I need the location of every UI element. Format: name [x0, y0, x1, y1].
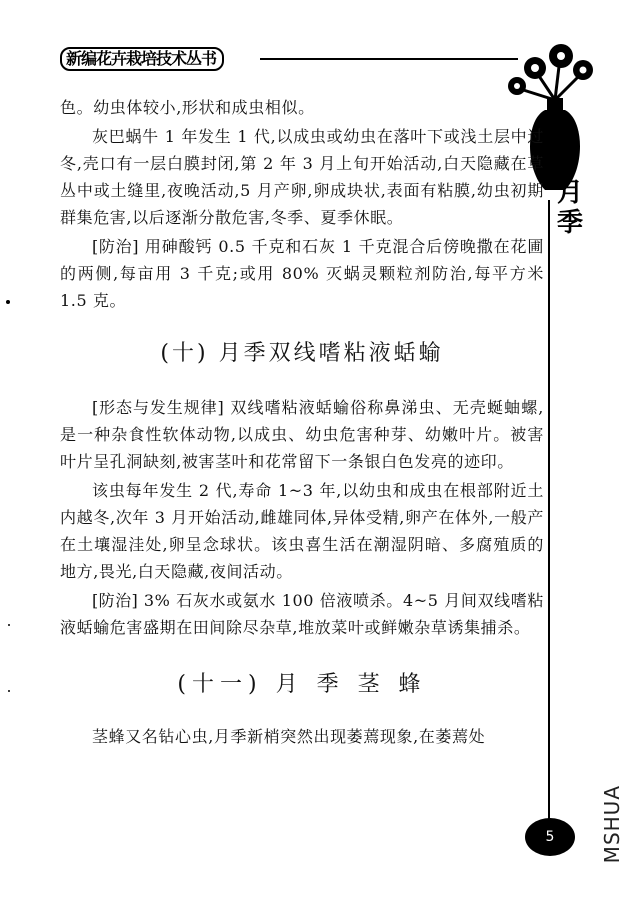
header-rule: [260, 58, 518, 60]
paragraph: 该虫每年发生 2 代,寿命 1~3 年,以幼虫和成虫在根部附近土内越冬,次年 3 月开始活动,雌雄同体,异体受精,卵产在体外,一般产在土壤湿洼处,卵呈念球状。该虫喜生活在潮湿阴暗、多腐殖质的地方,畏光,白天隐藏,夜间活动。: [60, 481, 544, 581]
series-title: 新编花卉栽培技术丛书: [60, 47, 224, 71]
morphology-text: 双线嗜粘液蛞蝓俗称鼻涕虫、无壳蜒蚰螺,是一种杂食性软体动物,以成虫、幼虫危害种芽、幼嫩叶片。被害叶片呈孔洞缺刻,被害茎叶和花常留下一条银白色发亮的迹印。: [60, 398, 544, 471]
morphology-paragraph: [60, 394, 544, 475]
control-text: 3% 石灰水或氨水 100 倍液喷杀。4~5 月间双线嗜粘液蛞蝓危害盛期在田间除尽杂草,堆放菜叶或鲜嫩杂草诱集捕杀。: [60, 591, 544, 637]
morphology-tag: [形态与发生规律]: [92, 398, 225, 417]
side-rule: [548, 200, 550, 820]
paragraph: 茎蜂又名钻心虫,月季新梢突然出现萎蔫现象,在萎蔫处: [92, 727, 486, 746]
scan-dot: [6, 300, 10, 304]
page-body: [60, 94, 544, 750]
scan-dot: [8, 624, 10, 626]
control-paragraph: [60, 587, 544, 641]
paragraph: 色。幼虫体较小,形状和成虫相似。: [60, 98, 315, 117]
chapter-side-label: 月季: [556, 178, 583, 238]
section-heading: (十) 月季双线嗜粘液蛞蝓: [160, 341, 444, 366]
section-heading: (十一) 月 季 茎 蜂: [177, 672, 427, 697]
paragraph: 灰巴蜗牛 1 年发生 1 代,以成虫或幼虫在落叶下或浅土层中过冬,壳口有一层白膜封闭,第 2 年 3 月上旬开始活动,白天隐藏在草丛中或土缝里,夜晚活动,5 月产卵,卵成块状,表面有粘膜,幼虫初期群集危害,以后逐渐分散危害,冬季、夏季休眠。: [60, 127, 544, 227]
control-paragraph: [60, 233, 544, 314]
scan-dot: [8, 690, 10, 692]
control-text: 用砷酸钙 0.5 千克和石灰 1 千克混合后傍晚撒在花圃的两侧,每亩用 3 千克;或用 80% 灭蜗灵颗粒剂防治,每平方米 1.5 克。: [60, 237, 544, 310]
control-tag: [防治]: [92, 237, 139, 256]
watermark: MSHUA: [600, 785, 624, 864]
page-number: 5: [525, 818, 575, 856]
control-tag: [防治]: [92, 591, 139, 610]
